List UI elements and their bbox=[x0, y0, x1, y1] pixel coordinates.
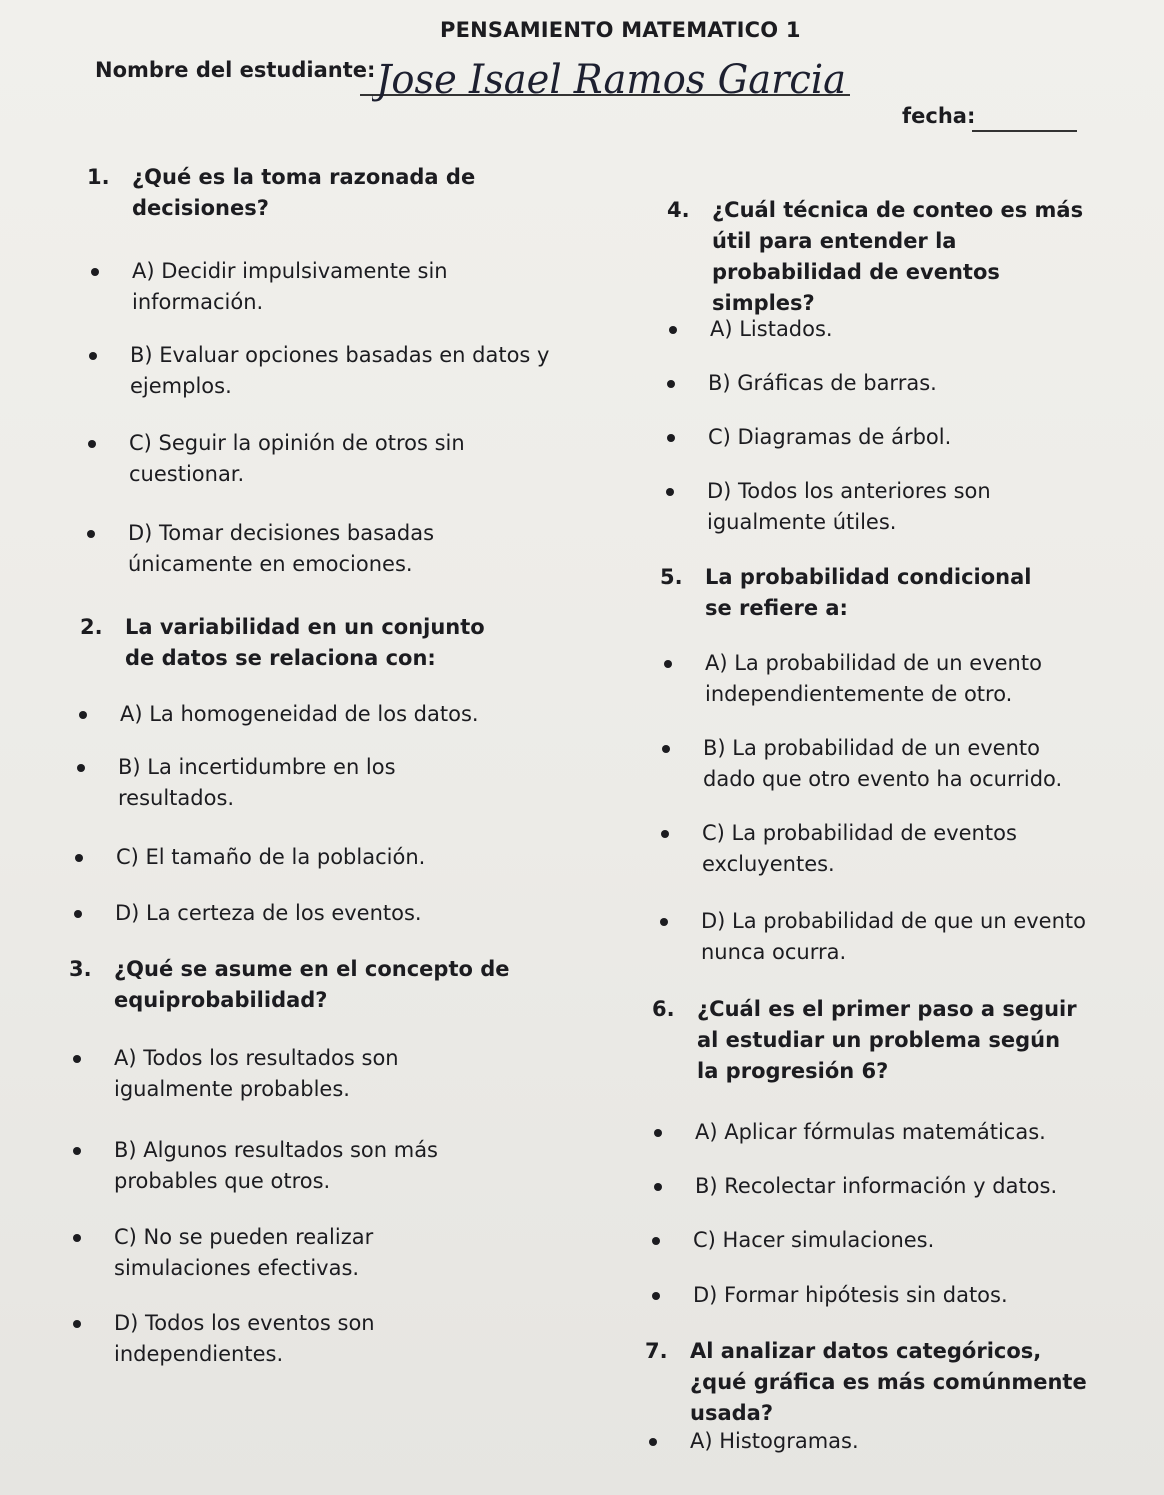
question-number: 1. bbox=[87, 165, 110, 189]
bullet-icon bbox=[73, 1147, 81, 1155]
question-number: 2. bbox=[80, 615, 103, 639]
q5-option-a[interactable] bbox=[705, 648, 1065, 710]
bullet-icon bbox=[73, 1234, 81, 1242]
bullet-icon bbox=[667, 434, 675, 442]
bullet-icon bbox=[664, 660, 672, 668]
option-text: C) Diagramas de árbol. bbox=[708, 425, 952, 449]
bullet-icon bbox=[652, 1237, 660, 1245]
q4-option-c[interactable] bbox=[708, 422, 1068, 453]
q6-option-b[interactable] bbox=[695, 1171, 1115, 1202]
bullet-icon bbox=[88, 440, 96, 448]
q3-option-c[interactable] bbox=[114, 1222, 414, 1284]
option-text: A) Histogramas. bbox=[690, 1429, 859, 1453]
question-text: Al analizar datos categóricos, ¿qué gráfica es más comúnmente usada? bbox=[690, 1339, 1087, 1425]
q5-option-b[interactable] bbox=[703, 733, 1083, 795]
q1-option-a[interactable] bbox=[132, 256, 512, 318]
bullet-icon bbox=[654, 1183, 662, 1191]
bullet-icon bbox=[652, 1292, 660, 1300]
bullet-icon bbox=[77, 764, 85, 772]
question-text: ¿Cuál es el primer paso a seguir al estudiar un problema según la progresión 6? bbox=[697, 997, 1077, 1083]
option-text: C) La probabilidad de eventos excluyentes. bbox=[702, 821, 1017, 876]
option-text: C) Hacer simulaciones. bbox=[693, 1228, 935, 1252]
option-text: A) La probabilidad de un evento independientemente de otro. bbox=[705, 651, 1042, 706]
bullet-icon bbox=[667, 380, 675, 388]
question-text: La probabilidad condicional se refiere a: bbox=[705, 565, 1032, 620]
option-text: A) Todos los resultados son igualmente probables. bbox=[114, 1046, 399, 1101]
bullet-icon bbox=[662, 745, 670, 753]
option-text: D) La certeza de los eventos. bbox=[115, 901, 422, 925]
q3-option-b[interactable] bbox=[114, 1135, 474, 1197]
q2-option-c[interactable] bbox=[116, 842, 536, 873]
question-2 bbox=[80, 612, 520, 674]
question-text: ¿Qué es la toma razonada de decisiones? bbox=[132, 165, 476, 220]
bullet-icon bbox=[79, 711, 87, 719]
bullet-icon bbox=[660, 918, 668, 926]
question-4 bbox=[667, 195, 1092, 319]
option-text: C) No se pueden realizar simulaciones efectivas. bbox=[114, 1225, 374, 1280]
q5-option-c[interactable] bbox=[702, 818, 1032, 880]
q3-option-a[interactable] bbox=[114, 1043, 444, 1105]
question-number: 7. bbox=[645, 1339, 668, 1363]
student-name-label: Nombre del estudiante: bbox=[95, 58, 376, 82]
date-field-line[interactable] bbox=[972, 130, 1077, 132]
date-label: fecha: bbox=[902, 104, 976, 128]
option-text: D) Todos los eventos son independientes. bbox=[114, 1311, 375, 1366]
question-1 bbox=[87, 162, 512, 224]
question-3 bbox=[69, 954, 514, 1016]
q6-option-d[interactable] bbox=[693, 1280, 1093, 1311]
bullet-icon bbox=[669, 326, 677, 334]
q4-option-a[interactable] bbox=[710, 314, 1070, 345]
question-text: ¿Cuál técnica de conteo es más útil para entender la probabilidad de eventos simples? bbox=[712, 198, 1084, 315]
student-name-handwritten[interactable] bbox=[372, 55, 892, 105]
option-text: D) La probabilidad de que un evento nunca ocurra. bbox=[701, 909, 1086, 964]
q4-option-b[interactable] bbox=[708, 368, 1068, 399]
q4-option-d[interactable] bbox=[707, 476, 1027, 538]
exam-title: PENSAMIENTO MATEMATICO 1 bbox=[440, 18, 801, 42]
option-text: D) Tomar decisiones basadas únicamente en emociones. bbox=[128, 521, 435, 576]
question-number: 4. bbox=[667, 198, 690, 222]
q1-option-c[interactable] bbox=[129, 428, 509, 490]
option-text: A) Aplicar fórmulas matemáticas. bbox=[695, 1120, 1046, 1144]
option-text: A) Decidir impulsivamente sin información. bbox=[132, 259, 448, 314]
q7-option-a[interactable] bbox=[690, 1426, 1050, 1457]
option-text: C) El tamaño de la población. bbox=[116, 845, 426, 869]
option-text: B) Evaluar opciones basadas en datos y ejemplos. bbox=[130, 343, 550, 398]
option-text: B) Algunos resultados son más probables que otros. bbox=[114, 1138, 439, 1193]
question-text: La variabilidad en un conjunto de datos se relaciona con: bbox=[125, 615, 485, 670]
bullet-icon bbox=[91, 268, 99, 276]
question-number: 6. bbox=[652, 997, 675, 1021]
bullet-icon bbox=[89, 352, 97, 360]
bullet-icon bbox=[666, 488, 674, 496]
q1-option-d[interactable] bbox=[128, 518, 468, 580]
q6-option-a[interactable] bbox=[695, 1117, 1095, 1148]
question-text: ¿Qué se asume en el concepto de equiprobabilidad? bbox=[114, 957, 510, 1012]
question-number: 5. bbox=[660, 565, 683, 589]
option-text: A) La homogeneidad de los datos. bbox=[120, 702, 479, 726]
option-text: C) Seguir la opinión de otros sin cuestionar. bbox=[129, 431, 465, 486]
question-7 bbox=[645, 1336, 1090, 1429]
option-text: B) Gráficas de barras. bbox=[708, 371, 937, 395]
bullet-icon bbox=[73, 1320, 81, 1328]
option-text: A) Listados. bbox=[710, 317, 833, 341]
question-number: 3. bbox=[69, 957, 92, 981]
bullet-icon bbox=[649, 1438, 657, 1446]
q5-option-d[interactable] bbox=[701, 906, 1091, 968]
bullet-icon bbox=[73, 1055, 81, 1063]
bullet-icon bbox=[87, 530, 95, 538]
bullet-icon bbox=[654, 1129, 662, 1137]
question-5 bbox=[660, 562, 1035, 624]
option-text: D) Todos los anteriores son igualmente útiles. bbox=[707, 479, 991, 534]
question-6 bbox=[652, 994, 1077, 1087]
q2-option-a[interactable] bbox=[120, 699, 540, 730]
student-name-text: Jose Isael Ramos Garcia bbox=[372, 57, 846, 103]
bullet-icon bbox=[661, 830, 669, 838]
bullet-icon bbox=[75, 854, 83, 862]
option-text: D) Formar hipótesis sin datos. bbox=[693, 1283, 1008, 1307]
q2-option-b[interactable] bbox=[118, 752, 438, 814]
option-text: B) La probabilidad de un evento dado que otro evento ha ocurrido. bbox=[703, 736, 1063, 791]
q1-option-b[interactable] bbox=[130, 340, 560, 402]
bullet-icon bbox=[74, 910, 82, 918]
q6-option-c[interactable] bbox=[693, 1225, 1093, 1256]
q3-option-d[interactable] bbox=[114, 1308, 414, 1370]
option-text: B) Recolectar información y datos. bbox=[695, 1174, 1058, 1198]
q2-option-d[interactable] bbox=[115, 898, 535, 929]
option-text: B) La incertidumbre en los resultados. bbox=[118, 755, 396, 810]
